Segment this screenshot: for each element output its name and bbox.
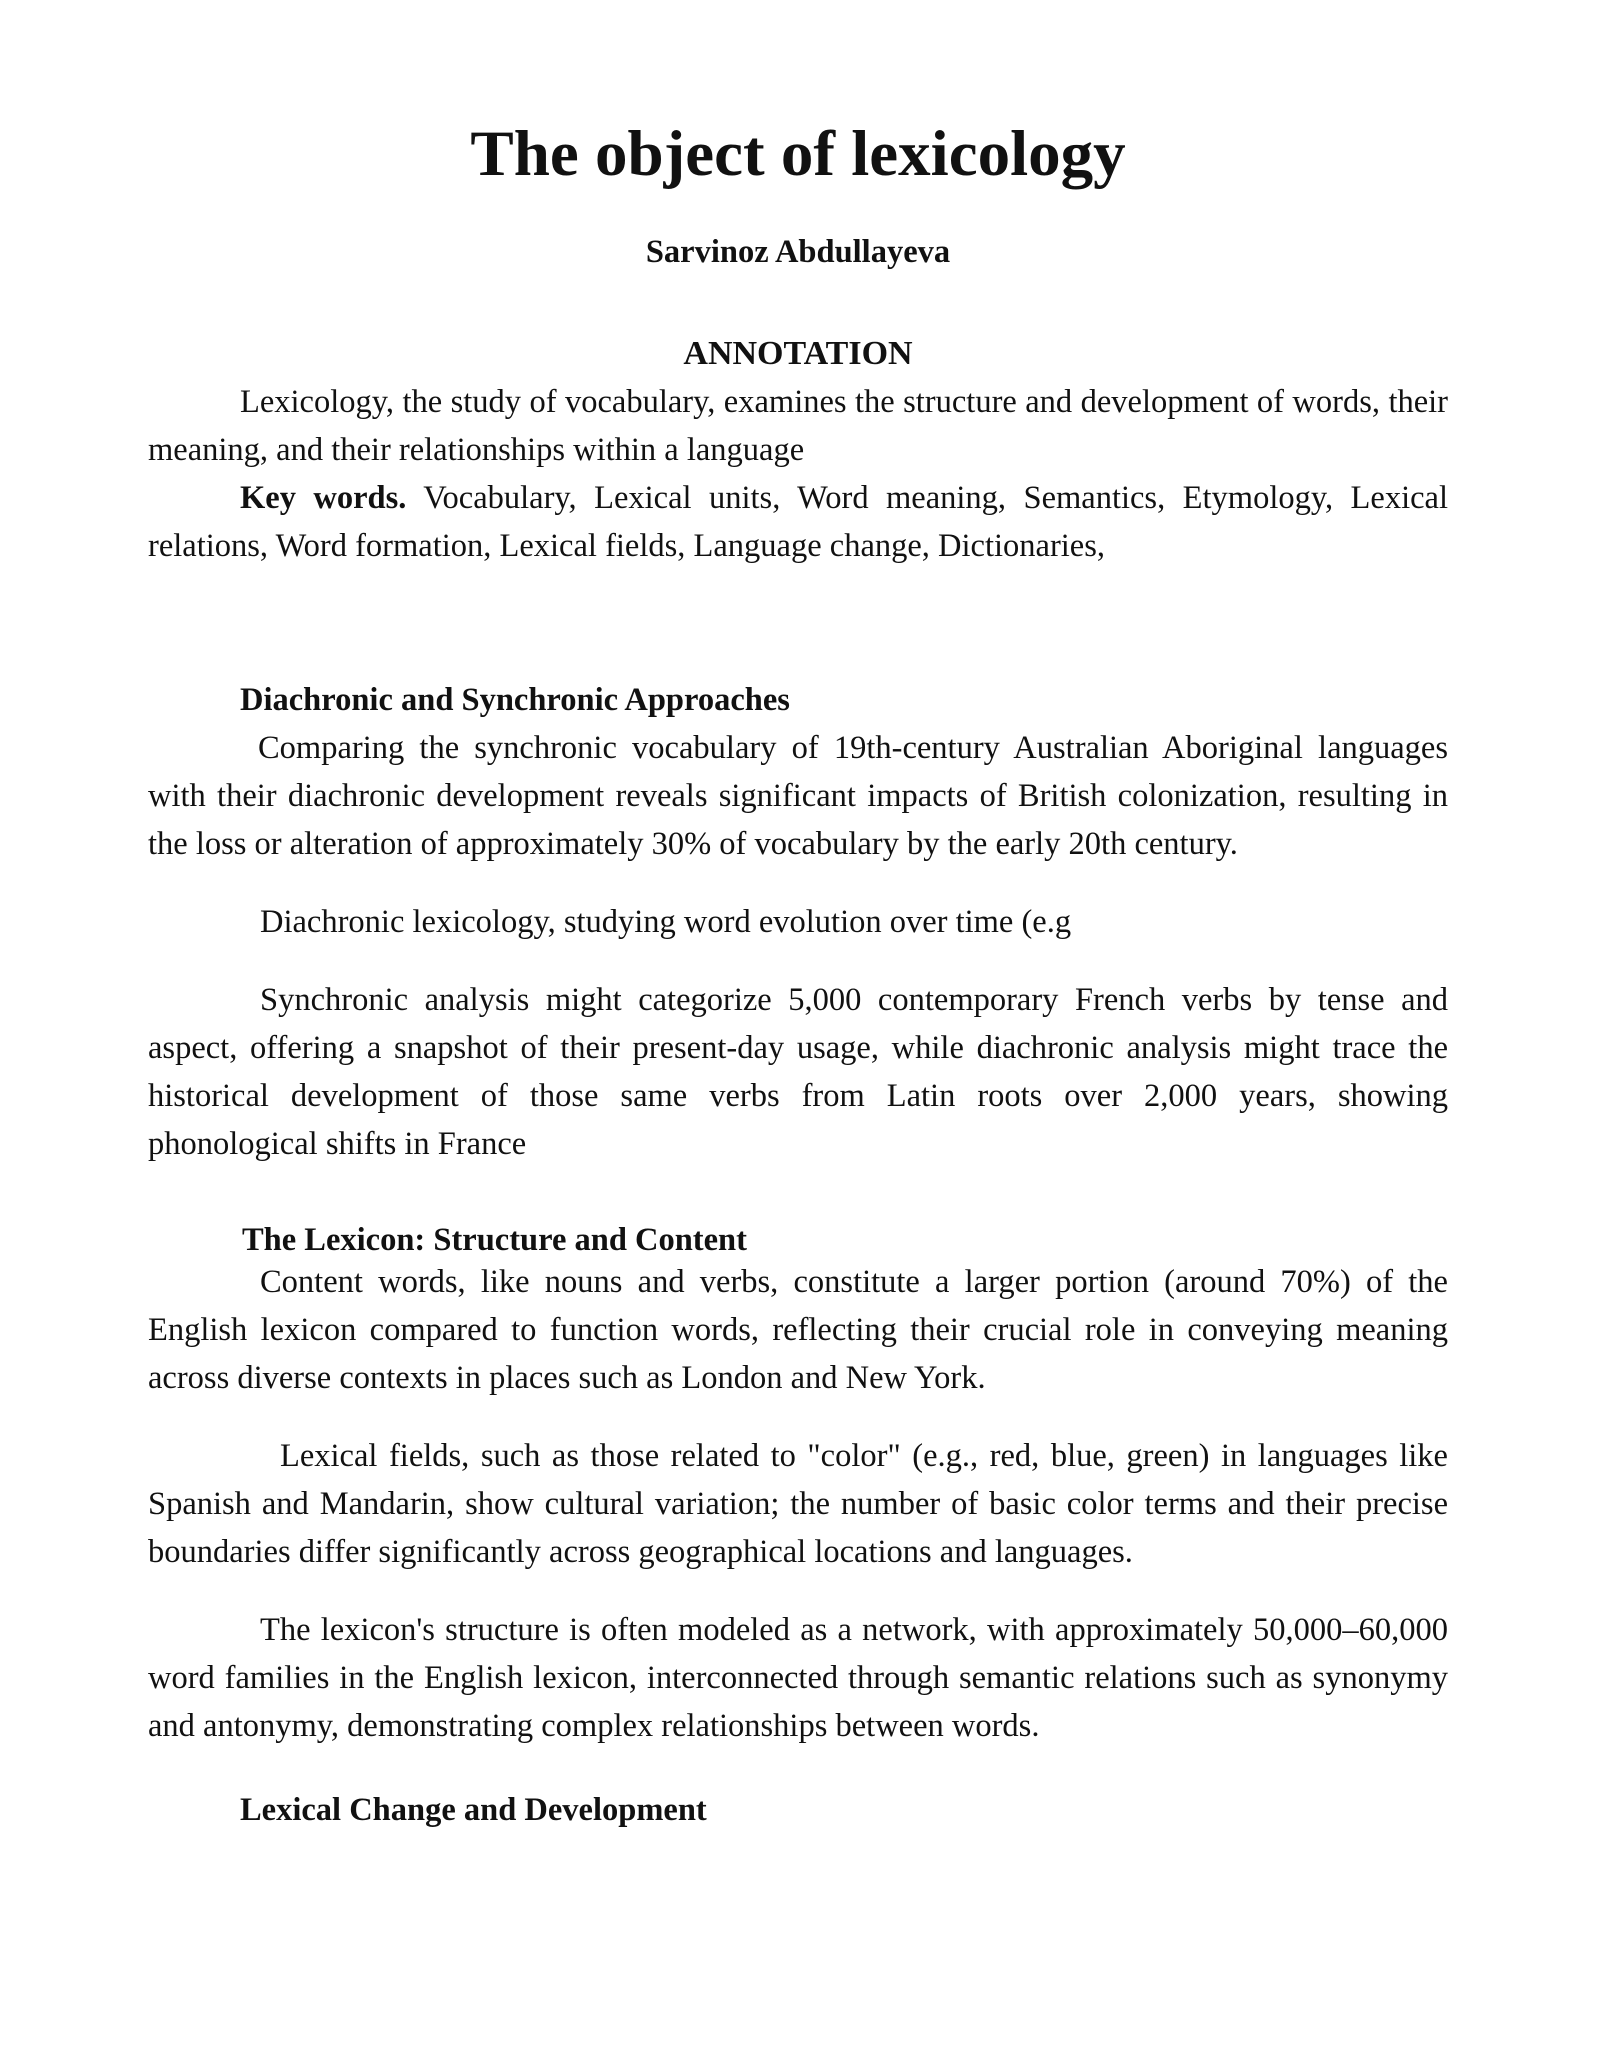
document-title: The object of lexicology — [470, 118, 1126, 190]
keywords-list: Vocabulary, Lexical units, Word meaning, Semantics, Etymology, Lexical relations, Word formation, Lexical fields, Language change, Dictionaries, — [148, 480, 1448, 564]
annotation-paragraph: Lexicology, the study of vocabulary, examines the structure and development of words, their meaning, and their relationships within a language — [148, 384, 1448, 468]
section-paragraph: Diachronic lexicology, studying word evolution over time (e.g — [260, 904, 1072, 940]
section-paragraph: The lexicon's structure is often modeled as a network, with approximately 50,000–60,000 word families in the English lexicon, interconnected through semantic relations such as synonymy and antonymy, demonstrating complex relationships between words. — [148, 1612, 1448, 1744]
section-heading: Diachronic and Synchronic Approaches — [240, 682, 790, 718]
section-paragraph: Synchronic analysis might categorize 5,000 contemporary French verbs by tense and aspect, offering a snapshot of their present-day usage, while diachronic analysis might trace the historical development of those same verbs from Latin roots over 2,000 years, showing phonological shifts in France — [148, 982, 1448, 1162]
section-heading: Lexical Change and Development — [240, 1792, 707, 1828]
section-paragraph: Comparing the synchronic vocabulary of 19th-century Australian Aboriginal languages with their diachronic development reveals significant impacts of British colonization, resulting in the loss or alteration of approximately 30% of vocabulary by the early 20th century. — [148, 730, 1448, 862]
annotation-heading: ANNOTATION — [683, 335, 913, 372]
keywords-label: Key words. — [240, 480, 407, 516]
section-paragraph: Lexical fields, such as those related to "color" (e.g., red, blue, green) in languages like Spanish and Mandarin, show cultural variation; the number of basic color terms and their precise boundaries differ significantly across geographical locations and languages. — [148, 1438, 1448, 1570]
section-paragraph: Content words, like nouns and verbs, constitute a larger portion (around 70%) of the English lexicon compared to function words, reflecting their crucial role in conveying meaning across diverse contexts in places such as London and New York. — [148, 1264, 1448, 1396]
keywords-paragraph — [148, 474, 1448, 570]
author-name: Sarvinoz Abdullayeva — [645, 234, 951, 270]
document-page — [148, 118, 1448, 1834]
section-heading: The Lexicon: Structure and Content — [242, 1222, 747, 1258]
